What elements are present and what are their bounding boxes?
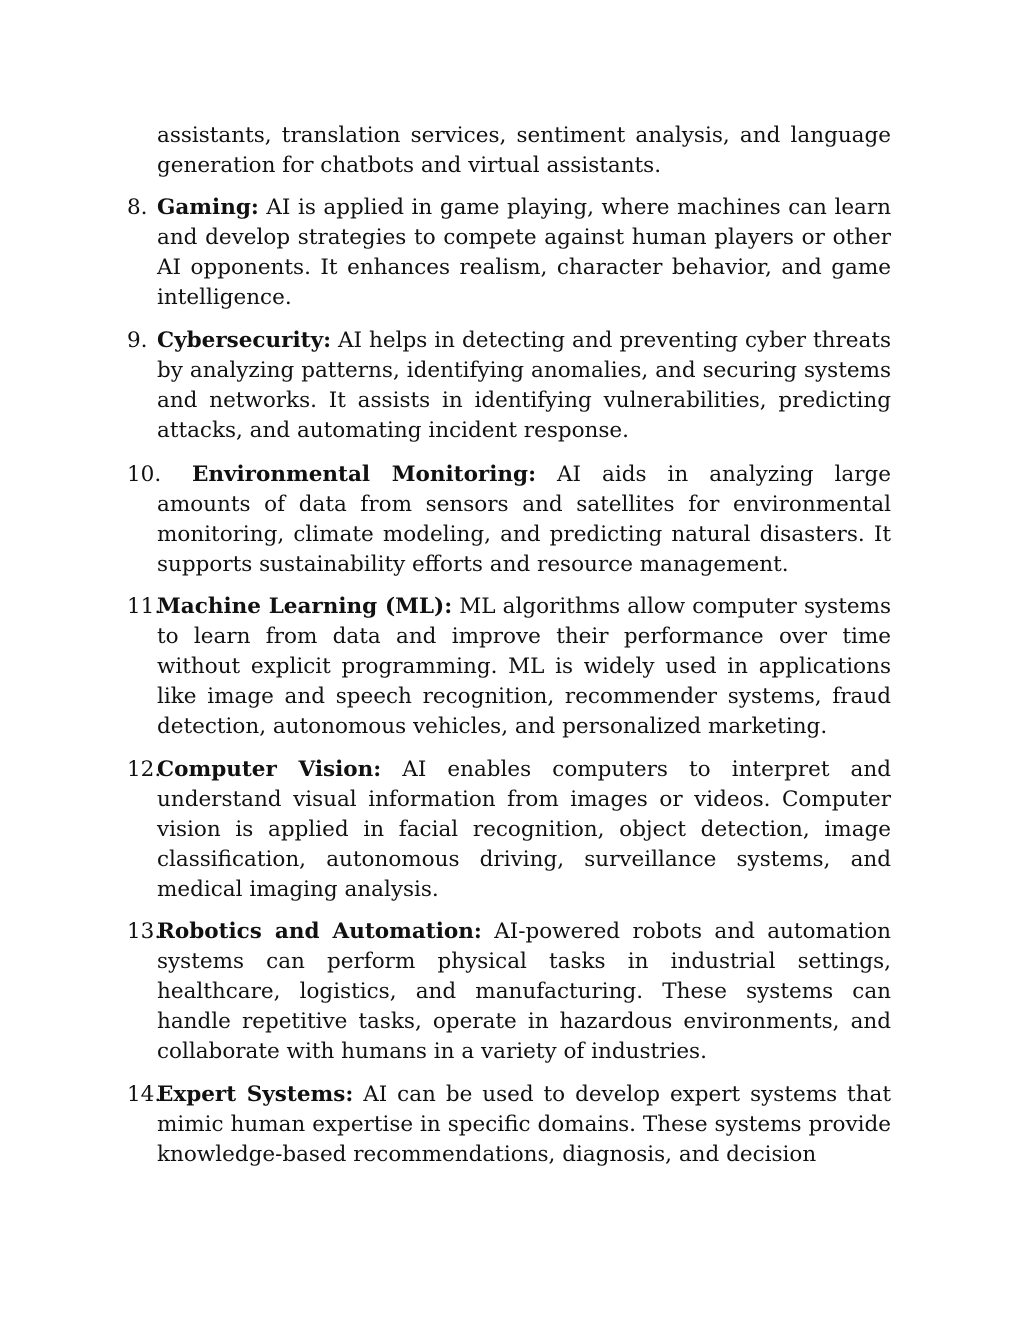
item-number: 13. bbox=[127, 919, 162, 944]
continuation-paragraph: assistants, translation services, sentiment analysis, and language generation for chatbots and virtual assistants. bbox=[157, 123, 891, 178]
item-term: Robotics and Automation: bbox=[157, 919, 482, 944]
list-item-gaming bbox=[127, 193, 891, 313]
item-term: Computer Vision: bbox=[157, 757, 382, 782]
item-number: 10. bbox=[127, 462, 162, 487]
item-text: ML algorithms allow computer systems to learn from data and improve their performance over time without explicit programming. ML is widely used in applications like image and speech recognition, recommender systems, fraud detection, autonomous vehicles, and personalized marketing. bbox=[157, 594, 891, 739]
item-text: AI helps in detecting and preventing cyber threats by analyzing patterns, identifying anomalies, and securing systems and networks. It assists in identifying vulnerabilities, predicting attacks, and automating incident response. bbox=[157, 328, 891, 443]
item-number: 11. bbox=[127, 594, 162, 619]
item-term: Expert Systems: bbox=[157, 1082, 354, 1107]
list-item-machine-learning bbox=[127, 592, 891, 742]
item-number: 9. bbox=[127, 328, 148, 353]
item-term: Environmental Monitoring: bbox=[192, 462, 537, 487]
item-text: AI can be used to develop expert systems that mimic human expertise in specific domains. These systems provide knowledge-based recommendations, diagnosis, and decision bbox=[157, 1082, 892, 1167]
item-text: AI-powered robots and automation systems can perform physical tasks in industrial settings, healthcare, logistics, and manufacturing. These systems can handle repetitive tasks, operate in hazardous environments, and collaborate with humans in a variety of industries. bbox=[157, 919, 892, 1064]
item-number: 8. bbox=[127, 195, 148, 220]
item-number: 12. bbox=[127, 757, 162, 782]
list-item-cybersecurity bbox=[127, 326, 891, 446]
item-number: 14. bbox=[127, 1082, 162, 1107]
item-text: AI enables computers to interpret and understand visual information from images or videos. Computer vision is applied in facial recognition, object detection, image classification, autonomous driving, surveillance systems, and medical imaging analysis. bbox=[157, 757, 891, 902]
list-item-robotics-automation bbox=[127, 917, 892, 1067]
list-item-computer-vision bbox=[127, 755, 891, 905]
item-text: AI is applied in game playing, where machines can learn and develop strategies to compete against human players or other AI opponents. It enhances realism, character behavior, and game intelligence. bbox=[157, 195, 891, 310]
list-item-expert-systems bbox=[127, 1080, 892, 1170]
item-term: Machine Learning (ML): bbox=[157, 594, 453, 619]
item-term: Gaming: bbox=[157, 195, 259, 220]
item-term: Cybersecurity: bbox=[157, 328, 332, 353]
item-text: AI aids in analyzing large amounts of data from sensors and satellites for environmental monitoring, climate modeling, and predicting natural disasters. It supports sustainability efforts and resource management. bbox=[157, 462, 892, 577]
list-item-environmental-monitoring bbox=[127, 460, 892, 580]
